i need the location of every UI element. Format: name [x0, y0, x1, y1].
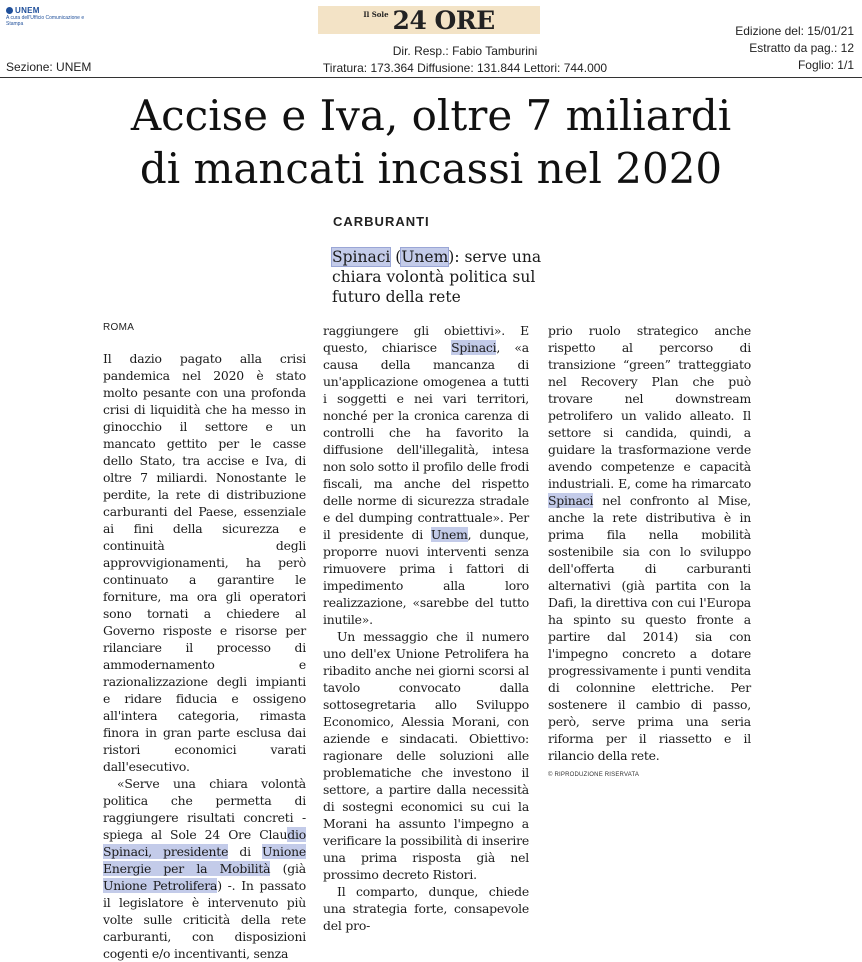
highlight-unem-full: Unione Energie per la Mobilità: [103, 844, 306, 876]
unem-logo: [6, 6, 96, 27]
edition-info: [735, 23, 854, 74]
headline-line-2: di mancati incassi nel 2020: [139, 144, 723, 193]
logo-dot-icon: [6, 7, 13, 14]
section-label: Sezione: UNEM: [6, 60, 92, 74]
article-column-1: [103, 350, 306, 962]
logo-subtitle: A cura dell'Ufficio Comunicazione e Stampa: [6, 15, 85, 27]
copyright-credit: © RIPRODUZIONE RISERVATA: [548, 772, 640, 778]
logo-name: UNEM: [15, 6, 40, 15]
clipping-header: [0, 0, 862, 78]
highlight-spinaci: dio Spinaci, presidente: [103, 827, 306, 859]
article-subhead: Spinaci (Unem): serve una chiara volontà politica sul futuro della rete: [332, 248, 542, 306]
article-column-2: [323, 322, 529, 934]
header-divider: [0, 77, 862, 78]
page-extract: Estratto da pag.: 12: [749, 41, 854, 55]
highlight-unem: Unem: [401, 248, 449, 266]
edition-date: Edizione del: 15/01/21: [735, 24, 854, 38]
highlight-spinaci: Spinaci: [332, 248, 391, 266]
masthead-name: 24 ORE: [392, 5, 495, 35]
paragraph: Un messaggio che il numero uno dell'ex Unione Petrolifera ha ribadito anche nei giorni scorsi al tavolo convocato dalla sottosegretaria allo Sviluppo Economico, Alessia Morani, con aziende e sindacati. Obiettivo: ragionare delle soluzioni alle problematiche che investono il settore, a partire dalla necessità di sostegni economici su cui la Morani ha assunto l'impegno a verificare la possibilità di inserire una prima risposta già nel prossimo decreto Ristori.: [323, 629, 529, 882]
article-kicker: CARBURANTI: [333, 214, 430, 229]
masthead-prefix: Il Sole: [363, 10, 389, 19]
paragraph: Il comparto, dunque, chiede una strategia forte, consapevole del pro-: [323, 884, 529, 933]
highlight-up: Unione Petrolifera: [103, 878, 218, 893]
article-headline: [96, 89, 766, 195]
headline-line-1: Accise e Iva, oltre 7 miliardi: [130, 91, 732, 140]
article-column-3: [548, 322, 751, 784]
circulation-line: Tiratura: 173.364 Diffusione: 131.844 Lettori: 744.000: [322, 61, 608, 75]
paragraph: raggiungere gli obiettivi». E questo, chiarisce Spinaci, «a causa della mancanza di un'applicazione omogenea a tutti i soggetti e nei vari territori, nonché per la cronica carenza di controlli che ha favorito la diffusione dell'illegalità, intesa non solo sotto il profilo delle frodi fiscali, ma anche del rispetto delle norme di sicurezza stradale e del dumping contrattuale». Per il presidente di Unem, dunque, proporre nuovi interventi senza rimuovere prima i fattori di impedimento alla loro realizzazione, «sarebbe del tutto inutile».: [323, 323, 529, 627]
paragraph: prio ruolo strategico anche rispetto al percorso di transizione “green” tratteggiato nel Recovery Plan che può trovare nel downstream petrolifero un valido alleato. Il settore si candida, quindi, a guidare la trasformazione verde avendo competenze e capacità industriali. E, come ha rimarcato Spinaci nel confronto al Mise, anche la rete distributiva è in prima fila nella mobilità sostenibile sia con lo sviluppo dell'offerta di carburanti alternativi (già partita con la Dafi, la direttiva con cui l'Europa ha spinto su questo fronte a partire dal 2014) sia con l'impegno concreto a dotare progressivamente i punti vendita di colonnine elettriche. Per sostenere il cambio di passo, però, serve prima una seria riforma per il riassetto e il rilancio della rete.: [548, 323, 751, 763]
paragraph: Il dazio pagato alla crisi pandemica nel 2020 è stato molto pesante con una profonda crisi di liquidità che ha messo in ginocchio il settore e un mancato gettito per le casse dello Stato, tra accise e Iva, di oltre 7 miliardi. Nonostante le perdite, la rete di distribuzione carburanti del Paese, essenziale ai fini della sicurezza e continuità degli approvvigionamenti, ha però continuato a garantire le forniture, ma ora gli operatori sono tornati a chiedere al Governo risposte e risorse per rilanciare il processo di ammodernamento e razionalizzazione degli impianti e ridare fiducia e ossigeno all'intera categoria, rimasta finora in gran parte esclusa dai ristori economici varati dall'esecutivo.: [103, 351, 306, 774]
highlight-spinaci: Spinaci: [451, 340, 497, 355]
publication-info: [300, 43, 630, 77]
sheet-count: Foglio: 1/1: [797, 58, 854, 72]
highlight-unem: Unem: [430, 527, 468, 542]
director-line: Dir. Resp.: Fabio Tamburini: [392, 44, 538, 58]
newspaper-masthead: [318, 6, 540, 34]
paragraph: «Serve una chiara volontà politica che permetta di raggiungere risultati concreti - spiega al Sole 24 Ore Claudio Spinaci, presidente di Unione Energie per la Mobilità (già Unione Petrolifera) -. In passato il legislatore è intervenuto più volte sulle criticità della rete carburanti, con disposizioni cogenti e/o incentivanti, senza: [103, 776, 306, 961]
highlight-spinaci: Spinaci: [548, 493, 594, 508]
article-dateline: ROMA: [103, 322, 135, 333]
